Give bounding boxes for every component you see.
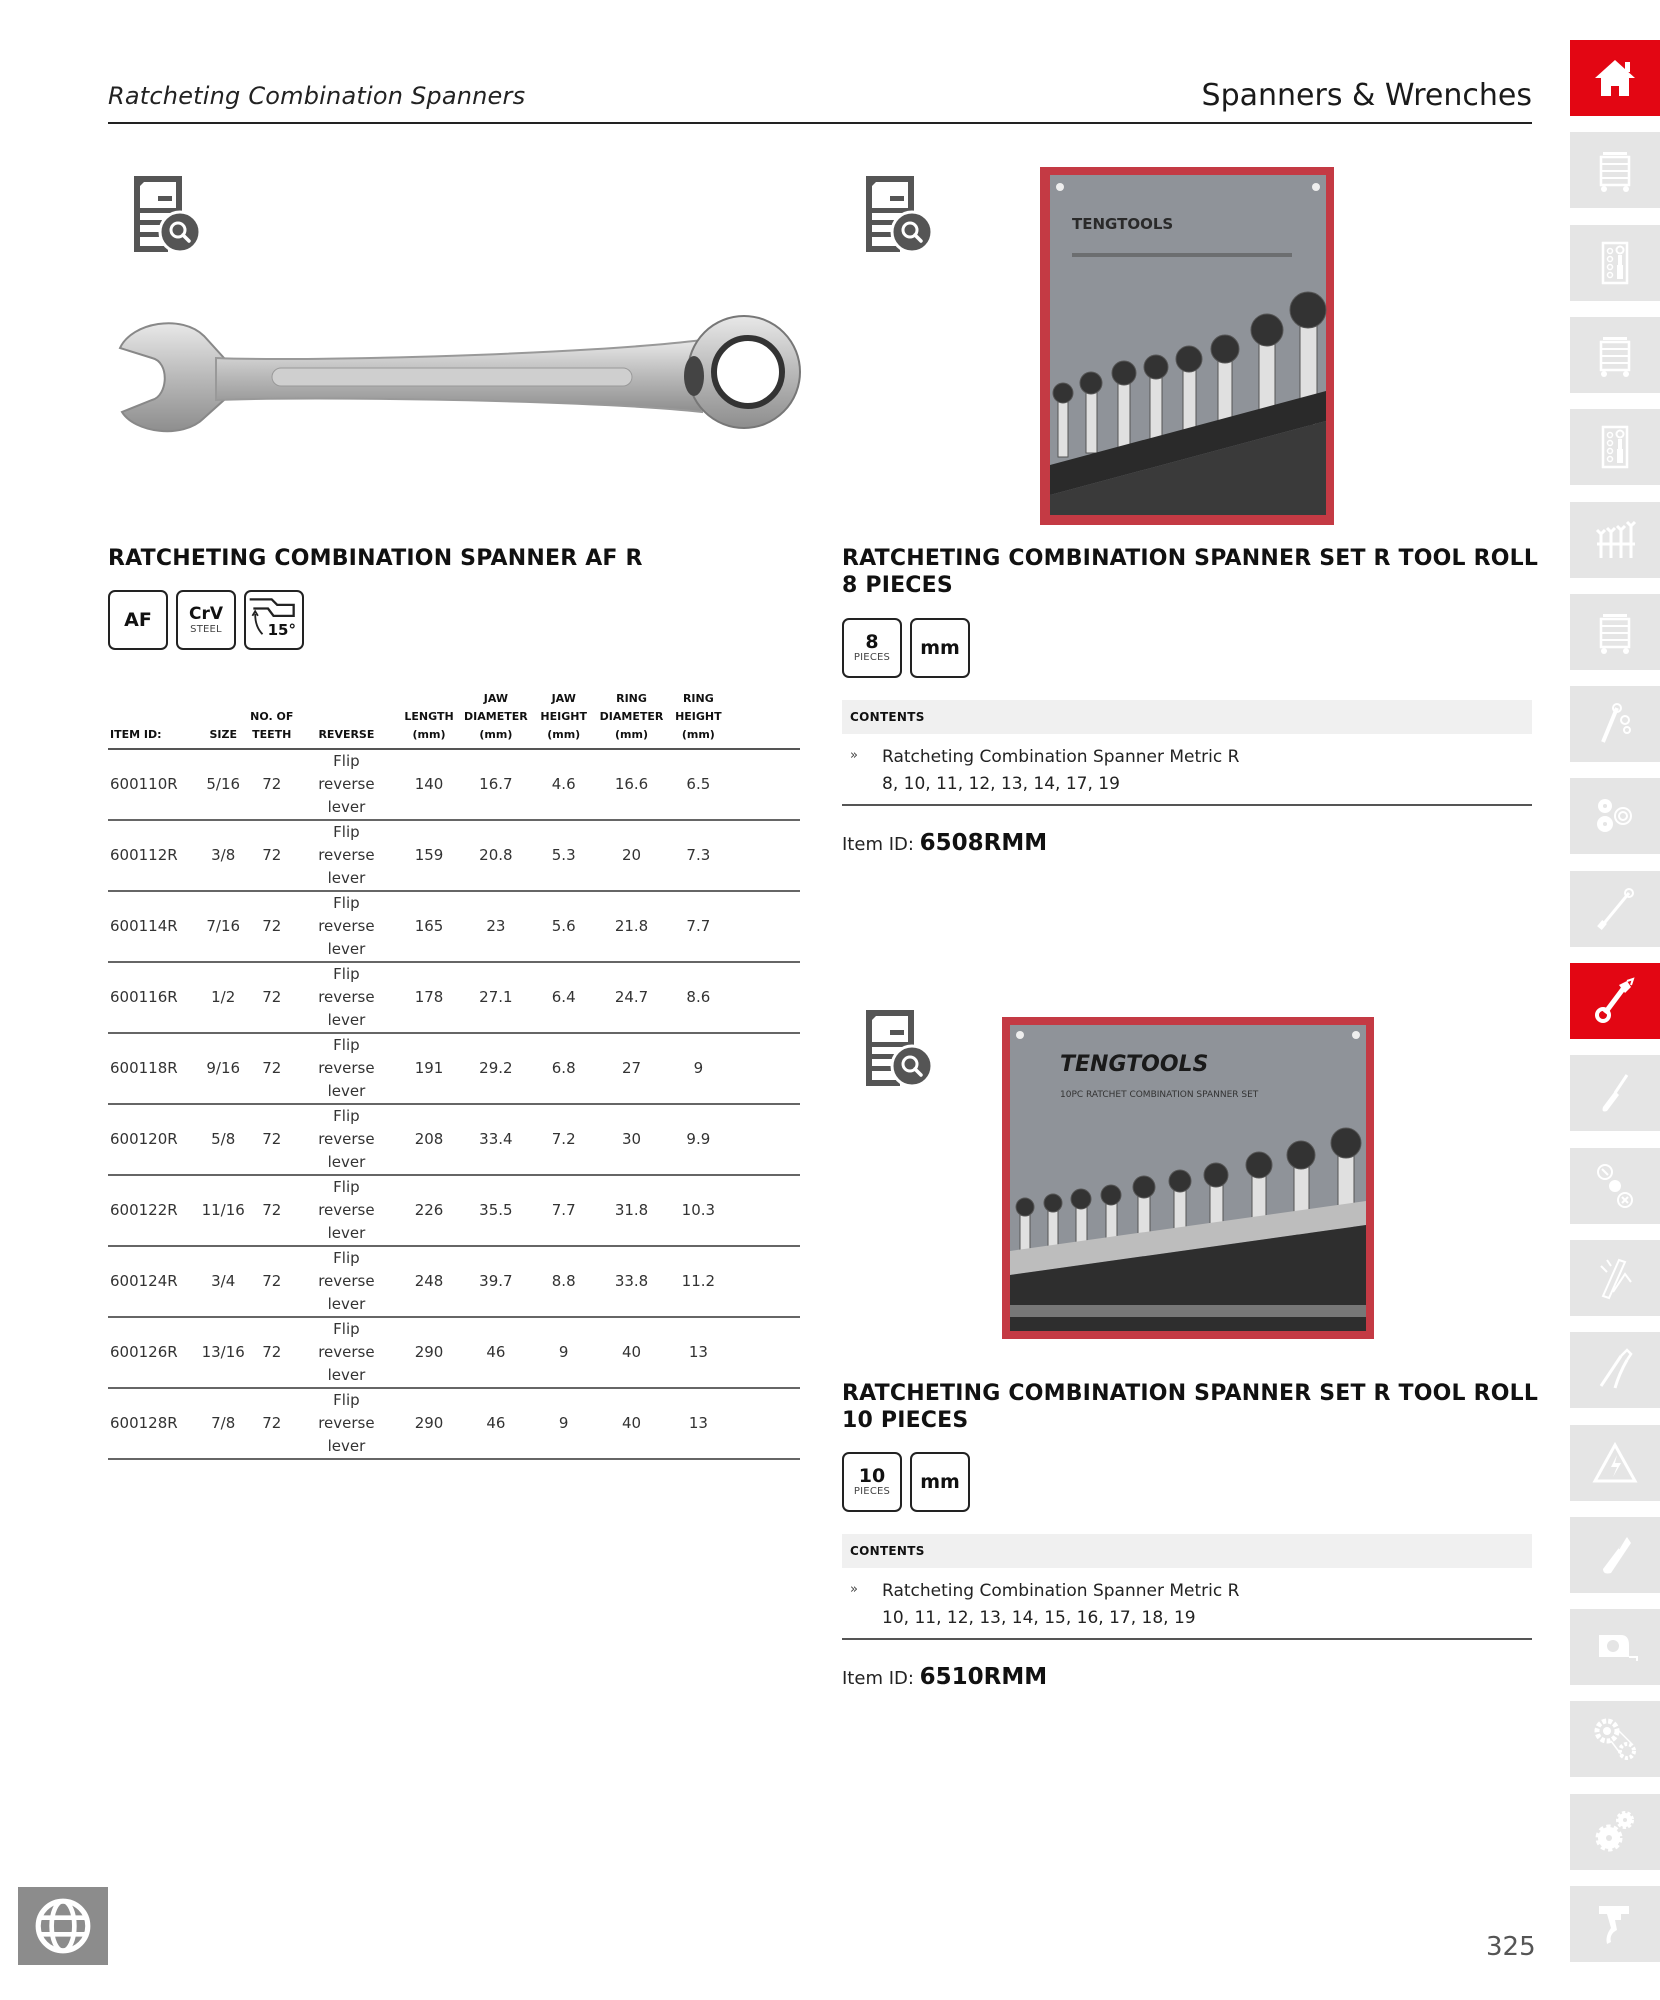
table-cell: 1/2 (200, 962, 247, 1033)
table-cell: 3/8 (200, 820, 247, 891)
section-title: Ratcheting Combination Spanners (108, 82, 526, 110)
table-row (108, 749, 800, 820)
table-cell: 159 (396, 820, 462, 891)
table-row (108, 1104, 800, 1175)
col-item-id: ITEM ID: (108, 690, 200, 749)
item-id: Item ID: 6508RMM (842, 830, 1048, 856)
table-cell: 10.3 (666, 1175, 732, 1246)
table-cell: 600126R (108, 1317, 200, 1388)
table-cell: 7.2 (530, 1104, 598, 1175)
nav-tile-tool-cabinet[interactable] (1570, 132, 1660, 208)
col-teeth: NO. OF TEETH (247, 690, 297, 749)
pliers-icon (1589, 1344, 1641, 1396)
table-cell: 600116R (108, 962, 200, 1033)
table-header-row (108, 690, 800, 749)
table-cell: 72 (247, 962, 297, 1033)
document-search-icon[interactable] (848, 166, 938, 256)
feature-badges (842, 1452, 970, 1512)
af-badge: AF (108, 590, 168, 650)
table-cell: 290 (396, 1388, 462, 1459)
nav-tile-tape-measure[interactable] (1570, 1609, 1660, 1685)
document-search-icon[interactable] (848, 1000, 938, 1090)
table-cell: 600118R (108, 1033, 200, 1104)
table-cell: 72 (247, 891, 297, 962)
table-cell: 4.6 (530, 749, 598, 820)
table-cell: 600114R (108, 891, 200, 962)
tool-tray-icon (1589, 237, 1641, 289)
contents-section (842, 700, 1532, 806)
pieces-badge: 8 PIECES (842, 618, 902, 678)
nav-tile-sockets[interactable] (1570, 778, 1660, 854)
table-row (108, 1388, 800, 1459)
contents-label: CONTENTS (842, 1534, 1532, 1568)
table-cell: Flip reverse lever (297, 1033, 396, 1104)
globe-icon (32, 1895, 94, 1957)
table-cell: 9.9 (666, 1104, 732, 1175)
table-cell: 178 (396, 962, 462, 1033)
table-cell: 72 (247, 1388, 297, 1459)
bits-icon (1589, 1160, 1641, 1212)
table-cell: 600128R (108, 1388, 200, 1459)
nav-tile-tool-tray[interactable] (1570, 225, 1660, 301)
category-title: Spanners & Wrenches (1201, 78, 1532, 113)
screwdriver-icon (1589, 1067, 1641, 1119)
table-cell: 248 (396, 1246, 462, 1317)
table-cell: 16.6 (598, 749, 666, 820)
table-cell: Flip reverse lever (297, 891, 396, 962)
spanner-set-icon (1589, 514, 1641, 566)
col-size: SIZE (200, 690, 247, 749)
nav-tile-tool-cabinet[interactable] (1570, 594, 1660, 670)
feature-badges (108, 590, 304, 650)
tool-tray-icon (1589, 421, 1641, 473)
table-cell: 33.4 (462, 1104, 530, 1175)
svg-text:TENGTOOLS: TENGTOOLS (1060, 1052, 1209, 1077)
nav-tile-gears[interactable] (1570, 1794, 1660, 1870)
table-cell: 9/16 (200, 1033, 247, 1104)
nav-tile-socket-wrench[interactable] (1570, 686, 1660, 762)
table-row (108, 1175, 800, 1246)
table-cell: 72 (247, 1246, 297, 1317)
table-cell: 20.8 (462, 820, 530, 891)
table-cell: 21.8 (598, 891, 666, 962)
table-cell: 40 (598, 1317, 666, 1388)
table-cell: 600112R (108, 820, 200, 891)
table-cell: 46 (462, 1388, 530, 1459)
table-cell: 31.8 (598, 1175, 666, 1246)
item-id-value: 6508RMM (919, 830, 1048, 856)
table-row (108, 1317, 800, 1388)
table-cell: 140 (396, 749, 462, 820)
table-cell: 191 (396, 1033, 462, 1104)
table-cell: 20 (598, 820, 666, 891)
table-cell: 35.5 (462, 1175, 530, 1246)
table-row (108, 1246, 800, 1317)
contents-label: CONTENTS (842, 700, 1532, 734)
table-cell: 226 (396, 1175, 462, 1246)
metric-mm-badge: mm (910, 618, 970, 678)
table-cell: Flip reverse lever (297, 749, 396, 820)
nav-tile-home[interactable] (1570, 40, 1660, 116)
table-cell: 23 (462, 891, 530, 962)
table-cell: 72 (247, 1317, 297, 1388)
table-cell: 7.7 (666, 891, 732, 962)
table-cell: 13 (666, 1388, 732, 1459)
table-cell: 600120R (108, 1104, 200, 1175)
table-cell: 72 (247, 820, 297, 891)
col-length: LENGTH (mm) (396, 690, 462, 749)
table-cell: 7/8 (200, 1388, 247, 1459)
table-cell: 6.8 (530, 1033, 598, 1104)
col-reverse: REVERSE (297, 690, 396, 749)
item-id-value: 6510RMM (919, 1664, 1048, 1690)
table-cell: 7.7 (530, 1175, 598, 1246)
table-cell: 13/16 (200, 1317, 247, 1388)
globe-button[interactable] (18, 1887, 108, 1965)
nav-tile-spanner[interactable] (1570, 963, 1660, 1039)
table-cell: 30 (598, 1104, 666, 1175)
bullet-chevron-icon: » (850, 1582, 858, 1597)
tool-roll-8-image (1038, 165, 1336, 527)
table-cell: 9 (666, 1033, 732, 1104)
table-cell: 40 (598, 1388, 666, 1459)
high-voltage-icon (1589, 1437, 1641, 1489)
table-cell: Flip reverse lever (297, 962, 396, 1033)
nav-tile-spanner-set[interactable] (1570, 502, 1660, 578)
hex-keys-icon (1589, 1252, 1641, 1304)
crv-steel-badge: CrV STEEL (176, 590, 236, 650)
table-cell: 8.6 (666, 962, 732, 1033)
table-cell: Flip reverse lever (297, 1388, 396, 1459)
table-cell: Flip reverse lever (297, 1104, 396, 1175)
table-cell: Flip reverse lever (297, 1246, 396, 1317)
col-jaw-diameter: JAW DIAMETER (mm) (462, 690, 530, 749)
gear-chain-icon (1589, 1713, 1641, 1765)
nav-tile-high-voltage[interactable] (1570, 1425, 1660, 1501)
tool-cabinet-icon (1589, 144, 1641, 196)
table-cell: 13 (666, 1317, 732, 1388)
header-divider (108, 122, 1532, 124)
table-row (108, 962, 800, 1033)
extension-bar-icon (1589, 883, 1641, 935)
feature-badges (842, 618, 970, 678)
nav-tile-gear-chain[interactable] (1570, 1701, 1660, 1777)
table-cell: 7.3 (666, 820, 732, 891)
item-id: Item ID: 6510RMM (842, 1664, 1048, 1690)
contents-section (842, 1534, 1532, 1640)
nav-tile-bits[interactable] (1570, 1148, 1660, 1224)
table-row (108, 891, 800, 962)
nav-tile-screwdriver[interactable] (1570, 1055, 1660, 1131)
table-cell: 29.2 (462, 1033, 530, 1104)
table-cell: 165 (396, 891, 462, 962)
table-cell: 290 (396, 1317, 462, 1388)
table-cell: 600124R (108, 1246, 200, 1317)
table-cell: 72 (247, 1104, 297, 1175)
table-cell: 3/4 (200, 1246, 247, 1317)
table-cell: 46 (462, 1317, 530, 1388)
tool-cabinet-icon (1589, 329, 1641, 381)
table-cell: 9 (530, 1388, 598, 1459)
contents-item: » Ratcheting Combination Spanner Metric R 8, 10, 11, 12, 13, 14, 17, 19 (842, 734, 1532, 806)
nav-tile-knife[interactable] (1570, 1517, 1660, 1593)
nav-tile-extension-bar[interactable] (1570, 871, 1660, 947)
knife-icon (1589, 1529, 1641, 1581)
spec-table (108, 690, 800, 1460)
nav-tile-hex-keys[interactable] (1570, 1240, 1660, 1316)
sockets-icon (1589, 790, 1641, 842)
table-cell: 33.8 (598, 1246, 666, 1317)
table-cell: Flip reverse lever (297, 820, 396, 891)
tool-cabinet-icon (1589, 606, 1641, 658)
table-cell: 72 (247, 749, 297, 820)
table-cell: 16.7 (462, 749, 530, 820)
nav-tile-air-tool[interactable] (1570, 1886, 1660, 1962)
table-cell: Flip reverse lever (297, 1317, 396, 1388)
table-cell: 8.8 (530, 1246, 598, 1317)
tool-roll-10-image (1000, 1015, 1376, 1341)
home-icon (1589, 52, 1641, 104)
spanner-product-image (112, 300, 802, 450)
table-cell: 72 (247, 1175, 297, 1246)
document-search-icon[interactable] (116, 166, 206, 256)
tape-measure-icon (1589, 1621, 1641, 1673)
table-cell: 600122R (108, 1175, 200, 1246)
svg-text:TENGTOOLS: TENGTOOLS (1072, 215, 1174, 233)
table-cell: 5.6 (530, 891, 598, 962)
table-cell: 72 (247, 1033, 297, 1104)
table-cell: 5/16 (200, 749, 247, 820)
page-number: 325 (1486, 1932, 1536, 1962)
table-cell: 39.7 (462, 1246, 530, 1317)
table-cell: 11.2 (666, 1246, 732, 1317)
table-cell: Flip reverse lever (297, 1175, 396, 1246)
col-ring-diameter: RING DIAMETER (mm) (598, 690, 666, 749)
table-cell: 7/16 (200, 891, 247, 962)
spanner-icon (1589, 975, 1641, 1027)
table-row (108, 1033, 800, 1104)
col-jaw-height: JAW HEIGHT (mm) (530, 690, 598, 749)
nav-tile-tool-cabinet[interactable] (1570, 317, 1660, 393)
gears-icon (1589, 1806, 1641, 1858)
col-ring-height: RING HEIGHT (mm) (666, 690, 732, 749)
table-cell: 600110R (108, 749, 200, 820)
table-cell: 27.1 (462, 962, 530, 1033)
offset-angle-badge: 15° (244, 590, 304, 650)
table-cell: 27 (598, 1033, 666, 1104)
table-cell: 11/16 (200, 1175, 247, 1246)
table-cell: 208 (396, 1104, 462, 1175)
bullet-chevron-icon: » (850, 748, 858, 763)
socket-wrench-icon (1589, 698, 1641, 750)
contents-item: » Ratcheting Combination Spanner Metric R 10, 11, 12, 13, 14, 15, 16, 17, 18, 19 (842, 1568, 1532, 1640)
nav-tile-pliers[interactable] (1570, 1332, 1660, 1408)
product-title: RATCHETING COMBINATION SPANNER SET R TOOL ROLL 10 PIECES (842, 1381, 1539, 1433)
air-tool-icon (1589, 1898, 1641, 1950)
table-cell: 5.3 (530, 820, 598, 891)
metric-mm-badge: mm (910, 1452, 970, 1512)
table-cell: 9 (530, 1317, 598, 1388)
table-row (108, 820, 800, 891)
table-cell: 24.7 (598, 962, 666, 1033)
table-cell: 6.5 (666, 749, 732, 820)
svg-text:10PC RATCHET COMBINATION SPANN: 10PC RATCHET COMBINATION SPANNER SET (1060, 1090, 1259, 1100)
product-title: RATCHETING COMBINATION SPANNER AF R (108, 546, 643, 571)
table-cell: 5/8 (200, 1104, 247, 1175)
table-cell: 6.4 (530, 962, 598, 1033)
pieces-badge: 10 PIECES (842, 1452, 902, 1512)
product-title: RATCHETING COMBINATION SPANNER SET R TOOL ROLL 8 PIECES (842, 546, 1539, 598)
nav-tile-tool-tray[interactable] (1570, 409, 1660, 485)
